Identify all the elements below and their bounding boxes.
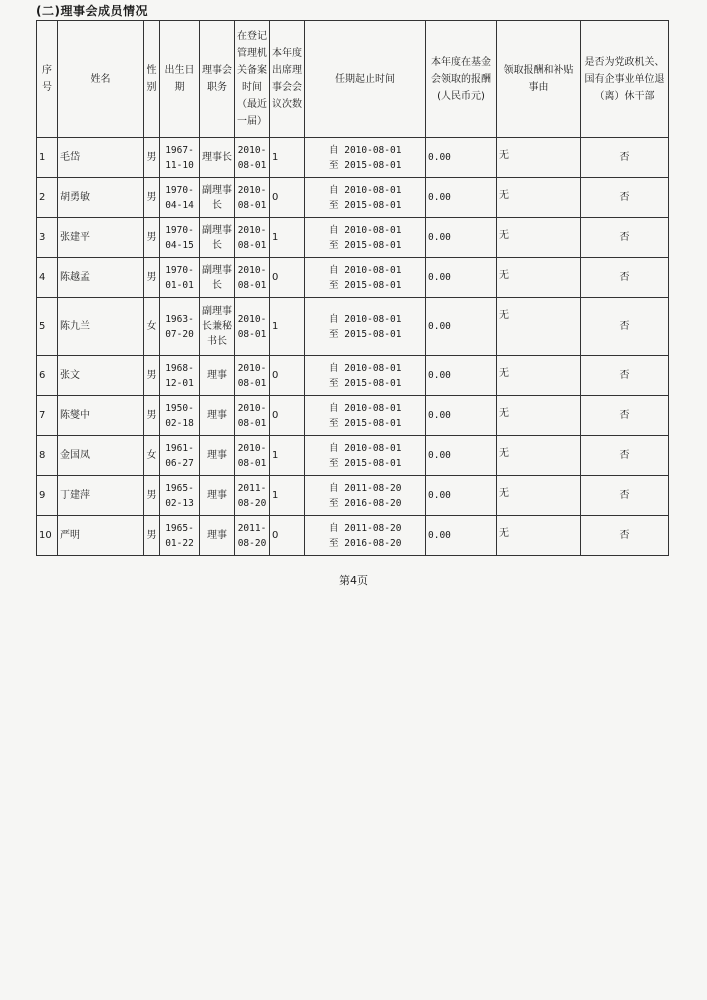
cell-position: 副理事长 (200, 178, 235, 218)
cell-seq: 3 (37, 218, 58, 258)
term-start: 自 2010-08-01 (329, 362, 402, 374)
term-start: 自 2011-08-20 (329, 482, 402, 494)
cell-birth-date: 1950-02-18 (160, 396, 200, 436)
header-meetings: 本年度出席理事会会议次数 (270, 21, 305, 138)
cell-retired-cadre: 否 (581, 218, 669, 258)
cell-gender: 男 (144, 258, 160, 298)
cell-gender: 男 (144, 178, 160, 218)
cell-gender: 女 (144, 298, 160, 356)
cell-gender: 男 (144, 218, 160, 258)
cell-gender: 男 (144, 516, 160, 556)
cell-gender: 男 (144, 396, 160, 436)
cell-pay: 0.00 (426, 356, 497, 396)
cell-gender: 男 (144, 476, 160, 516)
table-body (37, 138, 669, 556)
table-row (37, 218, 669, 258)
cell-birth-date: 1970-04-14 (160, 178, 200, 218)
cell-name: 胡勇敏 (58, 178, 144, 218)
cell-seq: 1 (37, 138, 58, 178)
term-end: 至 2015-08-01 (329, 328, 402, 340)
cell-meetings: 1 (270, 436, 305, 476)
cell-gender: 男 (144, 356, 160, 396)
cell-birth-date: 1965-01-22 (160, 516, 200, 556)
cell-filing-date: 2010-08-01 (235, 436, 270, 476)
cell-term (305, 476, 426, 516)
cell-meetings: 0 (270, 396, 305, 436)
term-start: 自 2011-08-20 (329, 522, 402, 534)
cell-birth-date: 1961-06-27 (160, 436, 200, 476)
table-row (37, 356, 669, 396)
cell-meetings: 0 (270, 356, 305, 396)
cell-term (305, 516, 426, 556)
cell-pay: 0.00 (426, 178, 497, 218)
cell-meetings: 0 (270, 516, 305, 556)
cell-position: 副理事长 (200, 258, 235, 298)
cell-pay-reason: 无 (497, 436, 581, 476)
term-end: 至 2015-08-01 (329, 239, 402, 251)
cell-name: 金国凤 (58, 436, 144, 476)
cell-seq: 7 (37, 396, 58, 436)
header-term: 任期起止时间 (305, 21, 426, 138)
cell-term (305, 298, 426, 356)
cell-term (305, 178, 426, 218)
cell-retired-cadre: 否 (581, 356, 669, 396)
header-gender: 性别 (144, 21, 160, 138)
cell-seq: 4 (37, 258, 58, 298)
table-row (37, 436, 669, 476)
section-title: (二)理事会成员情况 (36, 4, 148, 18)
cell-filing-date: 2011-08-20 (235, 476, 270, 516)
cell-birth-date: 1970-04-15 (160, 218, 200, 258)
cell-seq: 8 (37, 436, 58, 476)
cell-name: 严明 (58, 516, 144, 556)
cell-position: 理事 (200, 356, 235, 396)
page-number: 第4页 (339, 574, 368, 587)
cell-pay-reason: 无 (497, 258, 581, 298)
header-filing-date: 在登记管理机关备案时间（最近一届） (235, 21, 270, 138)
term-end: 至 2015-08-01 (329, 199, 402, 211)
cell-retired-cadre: 否 (581, 258, 669, 298)
cell-gender: 女 (144, 436, 160, 476)
cell-birth-date: 1967-11-10 (160, 138, 200, 178)
cell-filing-date: 2010-08-01 (235, 258, 270, 298)
cell-pay: 0.00 (426, 396, 497, 436)
cell-pay: 0.00 (426, 516, 497, 556)
cell-pay: 0.00 (426, 258, 497, 298)
cell-pay-reason: 无 (497, 298, 581, 356)
cell-pay-reason: 无 (497, 476, 581, 516)
table-row (37, 516, 669, 556)
cell-meetings: 1 (270, 476, 305, 516)
cell-position: 理事 (200, 476, 235, 516)
cell-meetings: 1 (270, 298, 305, 356)
cell-term (305, 258, 426, 298)
cell-name: 丁建萍 (58, 476, 144, 516)
cell-filing-date: 2010-08-01 (235, 138, 270, 178)
term-start: 自 2010-08-01 (329, 144, 402, 156)
cell-term (305, 138, 426, 178)
cell-filing-date: 2010-08-01 (235, 298, 270, 356)
cell-birth-date: 1970-01-01 (160, 258, 200, 298)
cell-pay: 0.00 (426, 218, 497, 258)
cell-birth-date: 1963-07-20 (160, 298, 200, 356)
cell-position: 副理事长 (200, 218, 235, 258)
cell-term (305, 218, 426, 258)
term-start: 自 2010-08-01 (329, 313, 402, 325)
cell-name: 陈九兰 (58, 298, 144, 356)
cell-pay-reason: 无 (497, 138, 581, 178)
term-start: 自 2010-08-01 (329, 402, 402, 414)
cell-filing-date: 2011-08-20 (235, 516, 270, 556)
cell-pay: 0.00 (426, 298, 497, 356)
table-row (37, 396, 669, 436)
term-end: 至 2015-08-01 (329, 457, 402, 469)
cell-retired-cadre: 否 (581, 178, 669, 218)
term-end: 至 2015-08-01 (329, 279, 402, 291)
cell-name: 张文 (58, 356, 144, 396)
cell-retired-cadre: 否 (581, 476, 669, 516)
term-end: 至 2016-08-20 (329, 497, 402, 509)
cell-position: 理事长 (200, 138, 235, 178)
cell-pay: 0.00 (426, 138, 497, 178)
term-start: 自 2010-08-01 (329, 264, 402, 276)
table-row (37, 258, 669, 298)
cell-pay-reason: 无 (497, 396, 581, 436)
table-row (37, 138, 669, 178)
cell-pay: 0.00 (426, 476, 497, 516)
table-row (37, 298, 669, 356)
cell-position: 副理事长兼秘书长 (200, 298, 235, 356)
cell-meetings: 1 (270, 218, 305, 258)
cell-retired-cadre: 否 (581, 396, 669, 436)
term-start: 自 2010-08-01 (329, 442, 402, 454)
table-header-row (37, 21, 669, 138)
cell-filing-date: 2010-08-01 (235, 396, 270, 436)
cell-birth-date: 1968-12-01 (160, 356, 200, 396)
term-end: 至 2015-08-01 (329, 377, 402, 389)
cell-meetings: 1 (270, 138, 305, 178)
cell-seq: 5 (37, 298, 58, 356)
board-members-table (36, 20, 669, 556)
term-start: 自 2010-08-01 (329, 184, 402, 196)
cell-meetings: 0 (270, 178, 305, 218)
term-end: 至 2016-08-20 (329, 537, 402, 549)
cell-retired-cadre: 否 (581, 138, 669, 178)
table-row (37, 178, 669, 218)
cell-filing-date: 2010-08-01 (235, 356, 270, 396)
cell-name: 陈燮中 (58, 396, 144, 436)
cell-term (305, 356, 426, 396)
cell-retired-cadre: 否 (581, 516, 669, 556)
cell-position: 理事 (200, 516, 235, 556)
cell-position: 理事 (200, 436, 235, 476)
cell-pay-reason: 无 (497, 516, 581, 556)
header-pay-reason: 领取报酬和补贴事由 (497, 21, 581, 138)
cell-retired-cadre: 否 (581, 298, 669, 356)
header-name: 姓名 (58, 21, 144, 138)
cell-pay-reason: 无 (497, 356, 581, 396)
cell-seq: 9 (37, 476, 58, 516)
cell-gender: 男 (144, 138, 160, 178)
header-position: 理事会职务 (200, 21, 235, 138)
cell-birth-date: 1965-02-13 (160, 476, 200, 516)
cell-filing-date: 2010-08-01 (235, 178, 270, 218)
cell-name: 张建平 (58, 218, 144, 258)
cell-filing-date: 2010-08-01 (235, 218, 270, 258)
header-birth-date: 出生日期 (160, 21, 200, 138)
cell-term (305, 436, 426, 476)
term-start: 自 2010-08-01 (329, 224, 402, 236)
term-end: 至 2015-08-01 (329, 417, 402, 429)
cell-position: 理事 (200, 396, 235, 436)
cell-seq: 10 (37, 516, 58, 556)
cell-name: 毛岱 (58, 138, 144, 178)
cell-seq: 2 (37, 178, 58, 218)
header-retired-cadre: 是否为党政机关、国有企事业单位退（离）休干部 (581, 21, 669, 138)
cell-seq: 6 (37, 356, 58, 396)
table-row (37, 476, 669, 516)
cell-name: 陈越孟 (58, 258, 144, 298)
cell-pay-reason: 无 (497, 178, 581, 218)
cell-pay: 0.00 (426, 436, 497, 476)
header-seq: 序号 (37, 21, 58, 138)
header-pay: 本年度在基金会领取的报酬(人民币元) (426, 21, 497, 138)
term-end: 至 2015-08-01 (329, 159, 402, 171)
cell-meetings: 0 (270, 258, 305, 298)
cell-retired-cadre: 否 (581, 436, 669, 476)
cell-term (305, 396, 426, 436)
cell-pay-reason: 无 (497, 218, 581, 258)
